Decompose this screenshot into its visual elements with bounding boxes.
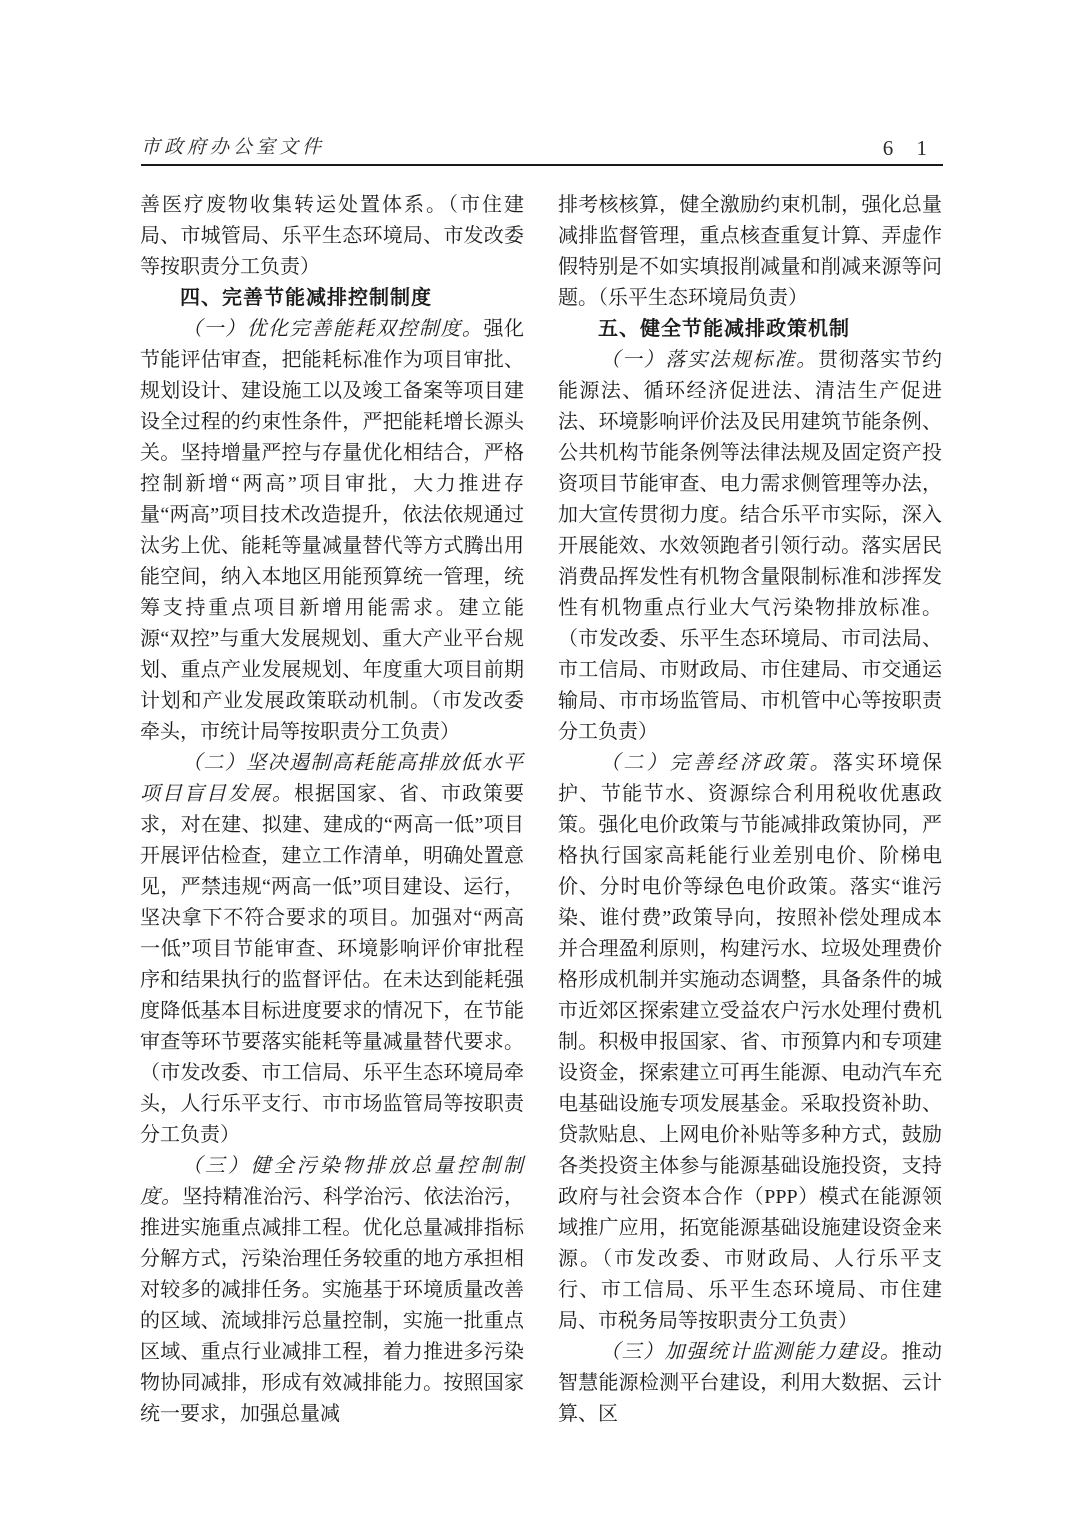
paragraph-left-3 <box>140 1151 524 1430</box>
subheading-left-3: （三）健全污染物排放总量控制制度。 <box>140 1155 524 1208</box>
paragraph-left-2-body: 根据国家、省、市政策要求，对在建、拟建、建成的“两高一低”项目开展评估检查，建立工作清单，明确处置意见，严禁违规“两高一低”项目建设、运行，坚决拿下不符合要求的项目。加强对“两高一低”项目节能审查、环境影响评价审批程序和结果执行的监督评估。在未达到能耗强度降低基本目标进度要求的情况下，在节能审查等环节要落实能耗等量减量替代要求。（市发改委、市工信局、乐平生态环境局牵头，人行乐平支行、市市场监管局等按职责分工负责） <box>140 783 524 1146</box>
paragraph-right-2 <box>558 748 942 1337</box>
paragraph-continuation-right: 排考核核算，健全激励约束机制，强化总量减排监督管理，重点核查重复计算、弄虚作假特别是不如实填报削减量和削减来源等问题。（乐平生态环境局负责） <box>558 194 942 309</box>
paragraph-right-3-body: 推动智慧能源检测平台建设，利用大数据、云计算、区 <box>558 1341 943 1425</box>
paragraph-continuation: 善医疗废物收集转运处置体系。（市住建局、市城管局、乐平生态环境局、市发改委等按职责分工负责） <box>140 194 524 278</box>
page-number: 6 1 <box>882 136 936 160</box>
column-left <box>140 190 524 1430</box>
paragraph-left-3-body: 坚持精准治污、科学治污、依法治污，推进实施重点减排工程。优化总量减排指标分解方式，污染治理任务较重的地方承担相对较多的减排任务。实施基于环境质量改善的区域、流域排污总量控制，实施一批重点区域、重点行业减排工程，着力推进多污染物协同减排，形成有效减排能力。按照国家统一要求，加强总量减 <box>140 1186 525 1425</box>
paragraph-right-1 <box>558 345 942 748</box>
subheading-right-3: （三）加强统计监测能力建设。 <box>600 1341 902 1363</box>
column-right <box>558 190 942 1430</box>
section-heading-4: 四、完善节能减排控制制度 <box>180 287 432 309</box>
paragraph-left-1 <box>140 314 524 748</box>
paragraph-right-3 <box>558 1337 942 1430</box>
paragraph-right-1-body: 贯彻落实节约能源法、循环经济促进法、清洁生产促进法、环境影响评价法及民用建筑节能条例、公共机构节能条例等法律法规及固定资产投资项目节能审查、电力需求侧管理等办法，加大宣传贯彻力度。结合乐平市实际，深入开展能效、水效领跑者引领行动。落实居民消费品挥发性有机物含量限制标准和涉挥发性有机物重点行业大气污染物排放标准。（市发改委、乐平生态环境局、市司法局、市工信局、市财政局、市住建局、市交通运输局、市市场监管局、市机管中心等按职责分工负责） <box>558 349 943 743</box>
subheading-right-2: （二）完善经济政策。 <box>600 752 833 774</box>
paragraph-left-2 <box>140 748 524 1151</box>
subheading-right-1: （一）落实法规标准。 <box>600 349 818 371</box>
header-title: 市政府办公室文件 <box>141 137 326 158</box>
text-columns <box>140 190 942 1430</box>
subheading-left-2: （二）坚决遏制高耗能高排放低水平项目盲目发展。 <box>140 752 524 805</box>
section-heading-5: 五、健全节能减排政策机制 <box>598 318 850 340</box>
paragraph-right-2-body: 落实环境保护、节能节水、资源综合利用税收优惠政策。强化电价政策与节能减排政策协同，严格执行国家高耗能行业差别电价、阶梯电价、分时电价等绿色电价政策。落实“谁污染、谁付费”政策导向，按照补偿处理成本并合理盈利原则，构建污水、垃圾处理费价格形成机制并实施动态调整，具备条件的城市近郊区探索建立受益农户污水处理付费机制。积极申报国家、省、市预算内和专项建设资金，探索建立可再生能源、电动汽车充电基础设施专项发展基金。采取投资补助、贷款贴息、上网电价补贴等多种方式，鼓励各类投资主体参与能源基础设施投资，支持政府与社会资本合作（PPP）模式在能源领域推广应用，拓宽能源基础设施建设资金来源。（市发改委、市财政局、人行乐平支行、市工信局、乐平生态环境局、市住建局、市税务局等按职责分工负责） <box>558 752 943 1332</box>
header-rule <box>141 164 943 166</box>
subheading-left-1: （一）优化完善能耗双控制度。 <box>182 318 484 340</box>
paragraph-left-1-body: 强化节能评估审查，把能耗标准作为项目审批、规划设计、建设施工以及竣工备案等项目建设全过程的约束性条件，严把能耗增长源头关。坚持增量严控与存量优化相结合，严格控制新增“两高”项目审批，大力推进存量“两高”项目技术改造提升，依法依规通过汰劣上优、能耗等量减量替代等方式腾出用能空间，纳入本地区用能预算统一管理，统筹支持重点项目新增用能需求。建立能源“双控”与重大发展规划、重大产业平台规划、重点产业发展规划、年度重大项目前期计划和产业发展政策联动机制。（市发改委牵头，市统计局等按职责分工负责） <box>140 318 525 743</box>
